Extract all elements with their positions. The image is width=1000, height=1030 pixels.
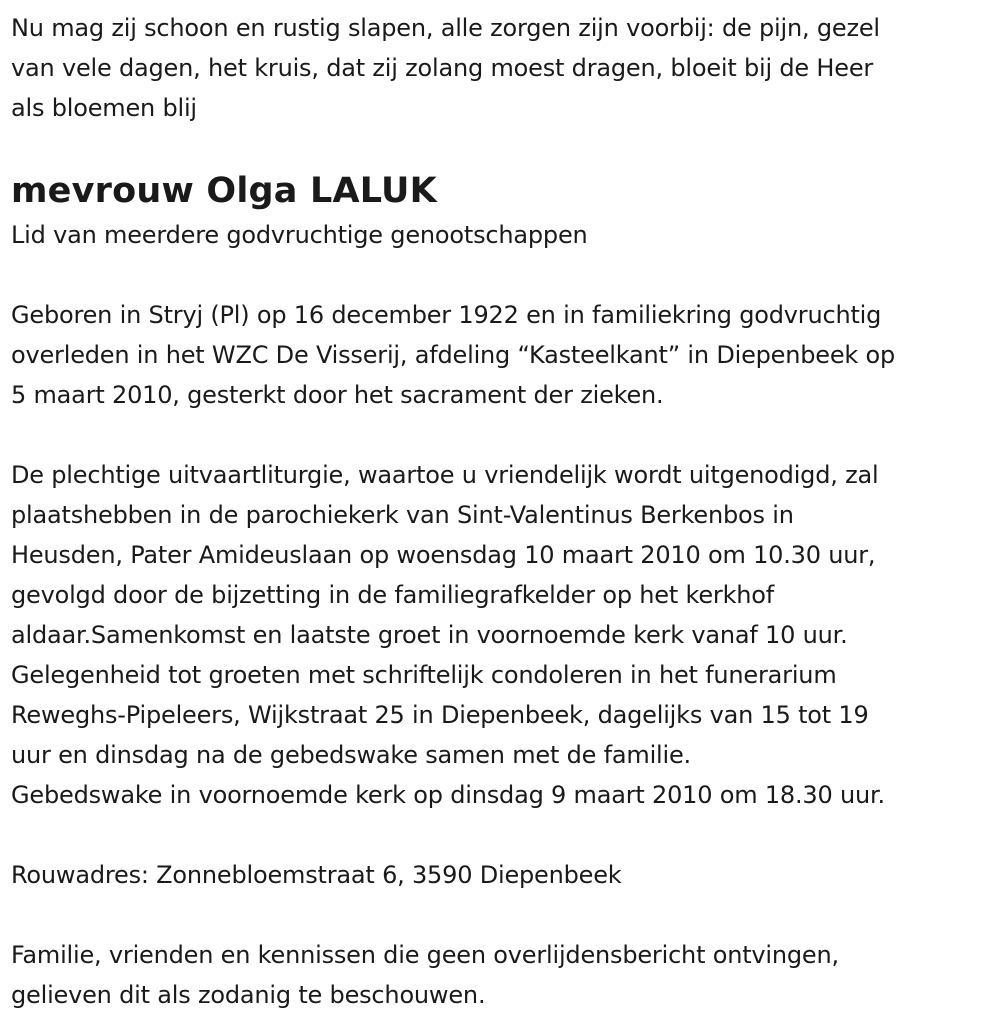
funeral-paragraph — [11, 455, 990, 815]
birth-death-line: Geboren in Stryj (Pl) op 16 december 1922 en in familiekring godvruchtig — [11, 301, 882, 329]
intro-poem-line: van vele dagen, het kruis, dat zij zolang moest dragen, bloeit bij de Heer — [11, 54, 874, 82]
intro-poem-line: Nu mag zij schoon en rustig slapen, alle zorgen zijn voorbij: de pijn, gezel — [11, 14, 880, 42]
closing-paragraph — [11, 935, 990, 1015]
closing-line: gelieven dit als zodanig te beschouwen. — [11, 981, 486, 1009]
birth-death-line: overleden in het WZC De Visserij, afdeling “Kasteelkant” in Diepenbeek op — [11, 341, 896, 369]
birth-death-line: 5 maart 2010, gesterkt door het sacrament der zieken. — [11, 381, 664, 409]
funeral-line: Gelegenheid tot groeten met schriftelijk condoleren in het funerarium — [11, 661, 837, 689]
funeral-line: gevolgd door de bijzetting in de familiegrafkelder op het kerkhof — [11, 581, 775, 609]
birth-death-paragraph — [11, 295, 990, 415]
intro-poem-line: als bloemen blij — [11, 94, 197, 122]
deceased-subtitle: Lid van meerdere godvruchtige genootschappen — [11, 221, 588, 249]
funeral-line: aldaar.Samenkomst en laatste groet in voornoemde kerk vanaf 10 uur. — [11, 621, 848, 649]
funeral-line: Gebedswake in voornoemde kerk op dinsdag 9 maart 2010 om 18.30 uur. — [11, 781, 885, 809]
funeral-line: plaatshebben in de parochiekerk van Sint-Valentinus Berkenbos in — [11, 501, 794, 529]
intro-poem — [11, 8, 990, 128]
funeral-line: uur en dinsdag na de gebedswake samen met de familie. — [11, 741, 691, 769]
deceased-name: mevrouw Olga LALUK — [11, 171, 437, 211]
funeral-line: Heusden, Pater Amideuslaan op woensdag 10 maart 2010 om 10.30 uur, — [11, 541, 876, 569]
funeral-line: Reweghs-Pipeleers, Wijkstraat 25 in Diepenbeek, dagelijks van 15 tot 19 — [11, 701, 869, 729]
closing-line: Familie, vrienden en kennissen die geen overlijdensbericht ontvingen, — [11, 941, 839, 969]
mourning-address: Rouwadres: Zonnebloemstraat 6, 3590 Diepenbeek — [11, 861, 622, 889]
funeral-line: De plechtige uitvaartliturgie, waartoe u vriendelijk wordt uitgenodigd, zal — [11, 461, 879, 489]
